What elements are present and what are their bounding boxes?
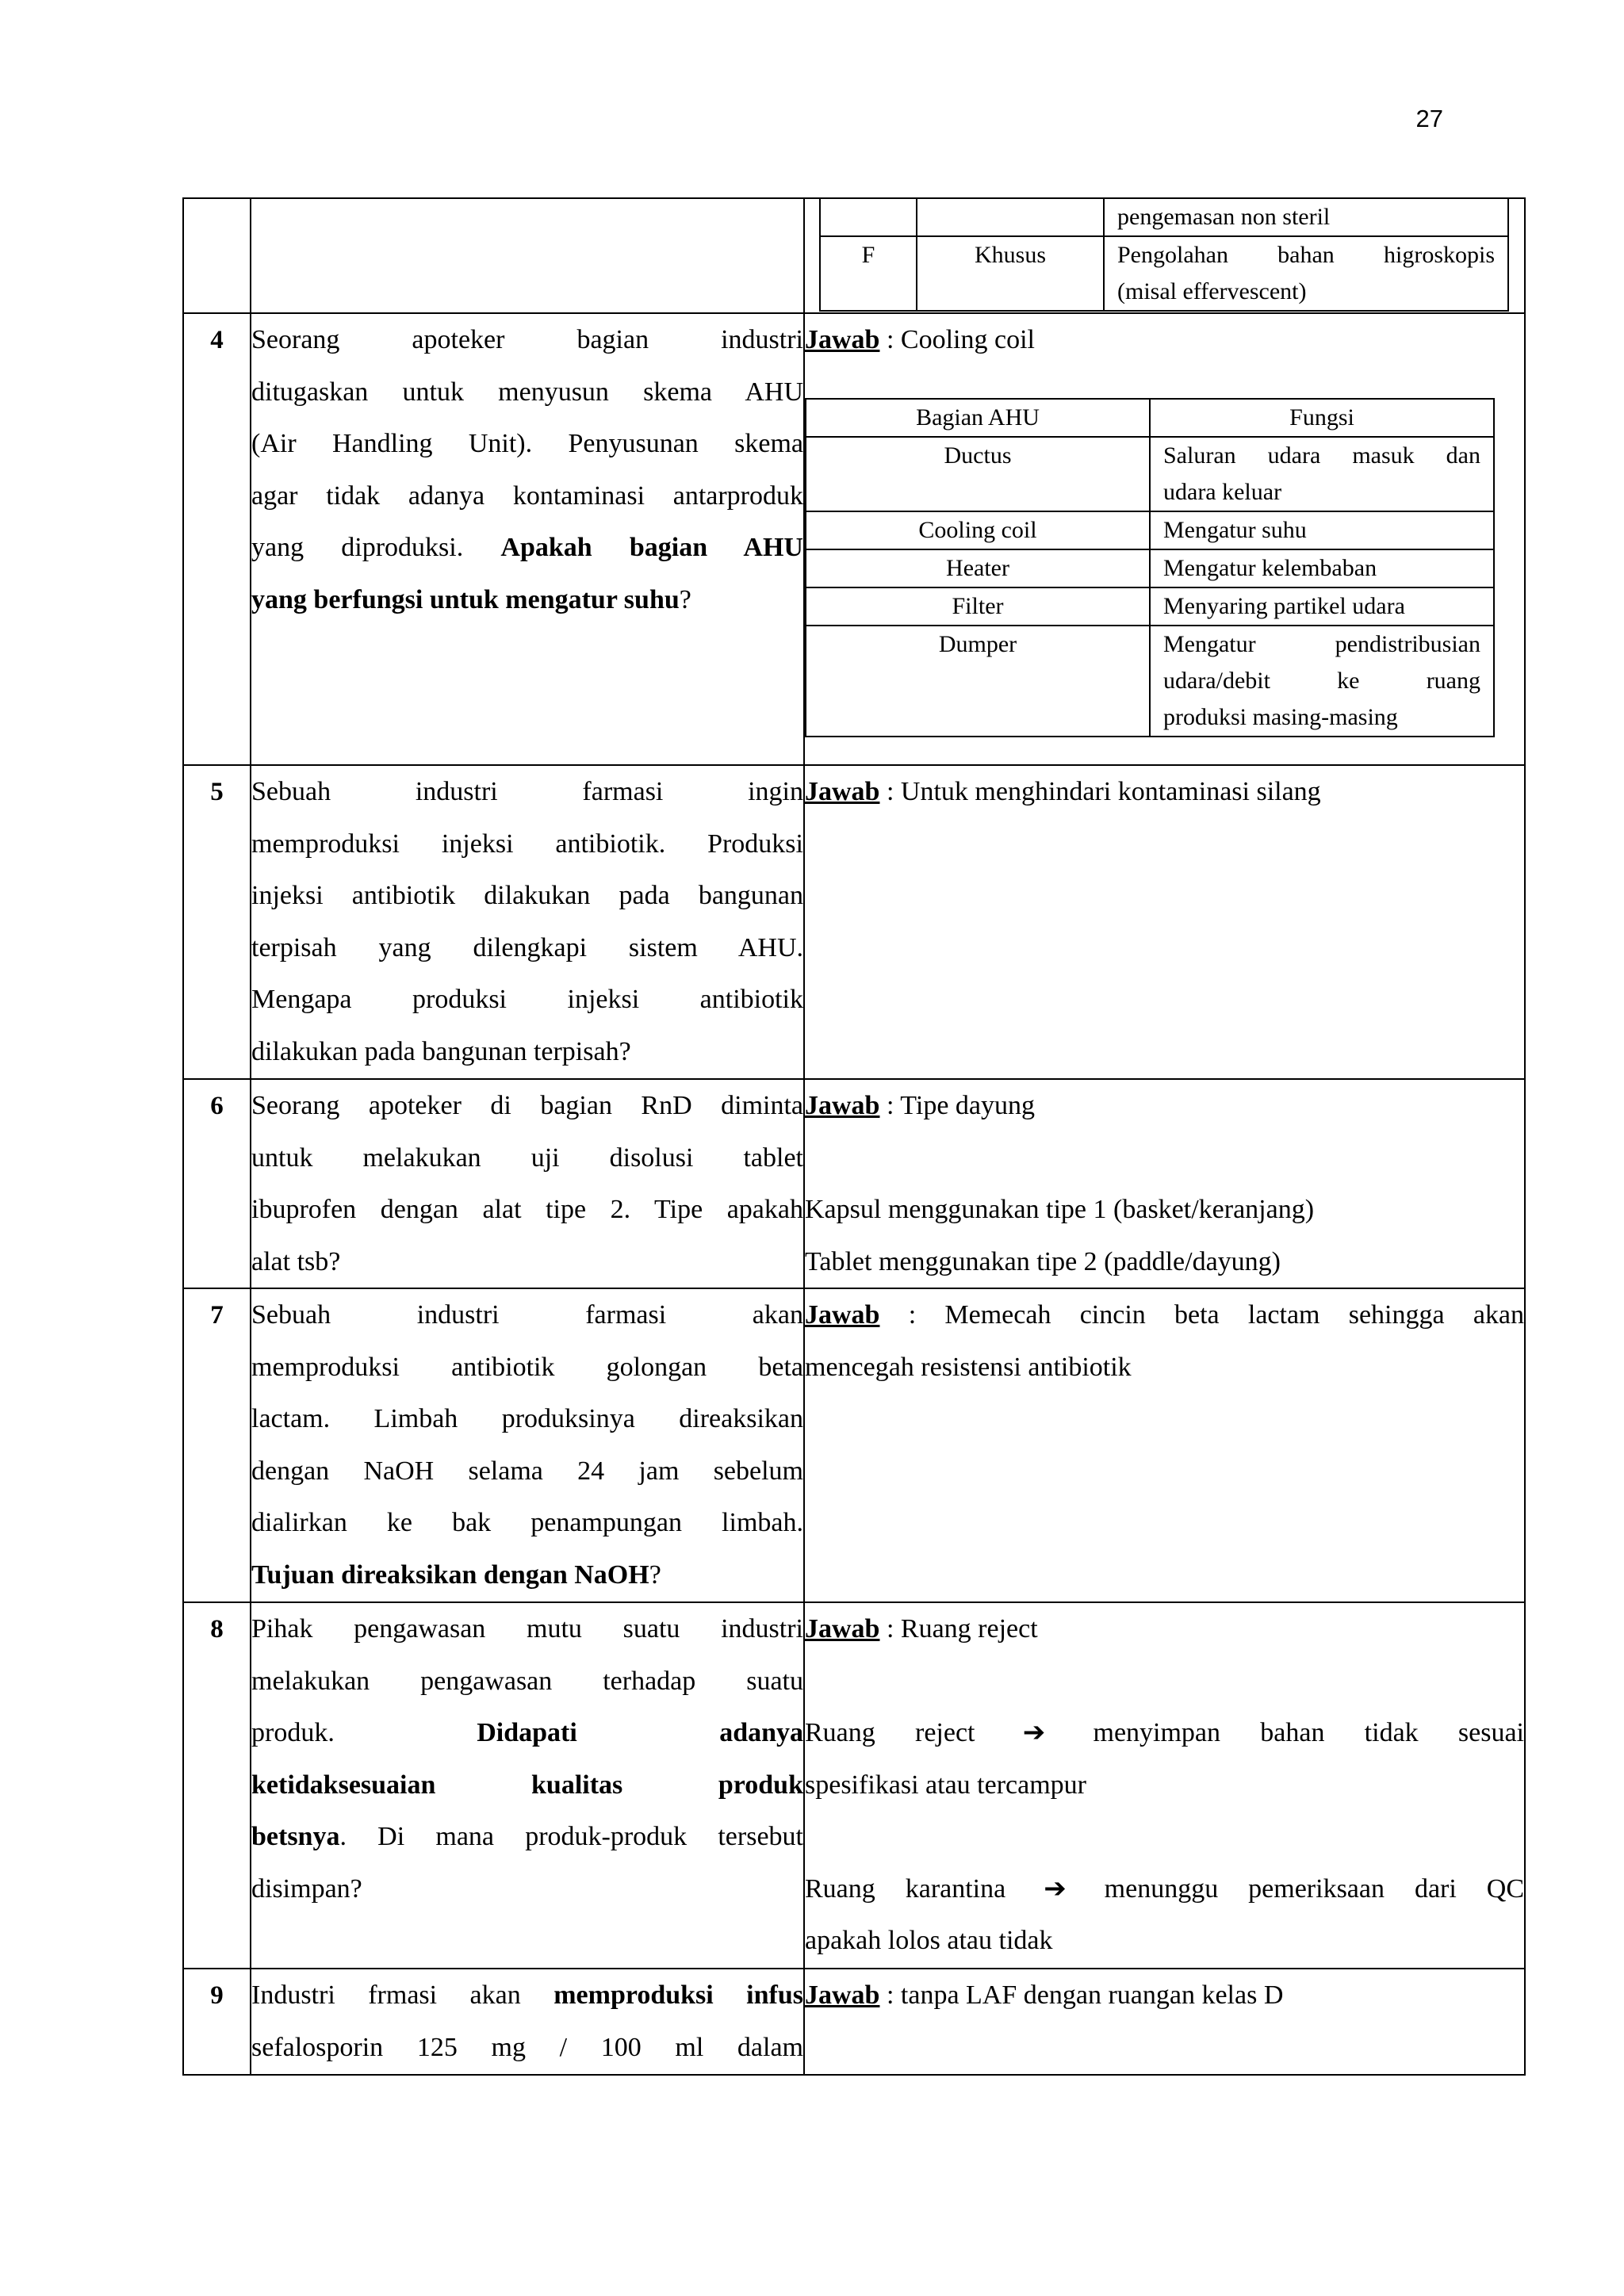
question-line xyxy=(251,1759,803,1812)
blank-line xyxy=(805,1811,1524,1863)
answer-text: : Ruang reject xyxy=(886,1614,1038,1644)
answer-cell xyxy=(804,1079,1525,1288)
table-cell: Heater xyxy=(806,549,1150,587)
table-cell xyxy=(820,198,917,236)
row-number: 6 xyxy=(183,1079,251,1288)
question-line: Mengapa produksi injeksi antibiotik xyxy=(251,985,803,1014)
table-row xyxy=(806,549,1494,587)
row-number: 5 xyxy=(183,765,251,1079)
question-line xyxy=(251,522,803,574)
page-number: 27 xyxy=(1415,105,1443,132)
table-row xyxy=(183,1288,1525,1602)
question-line: memproduksi injeksi antibiotik. Produksi xyxy=(251,828,803,859)
row-number: 4 xyxy=(183,313,251,765)
table-header-row xyxy=(806,399,1494,437)
header-cell: Bagian AHU xyxy=(806,399,1150,437)
table-row xyxy=(183,1602,1525,1969)
jawab-label: Jawab xyxy=(805,1614,880,1644)
jawab-label: Jawab xyxy=(805,1980,880,2010)
cell-line: Pengolahan bahan higroskopis xyxy=(1117,242,1495,268)
cell-line: udara/debit ke ruang xyxy=(1163,667,1480,694)
arrow-right-icon: ➔ xyxy=(1022,1716,1046,1748)
question-line xyxy=(251,1549,803,1601)
answer-cell xyxy=(804,198,1525,313)
arrow-right-icon: ➔ xyxy=(1044,1872,1067,1904)
question-line: alat tsb? xyxy=(251,1246,341,1276)
question-cell xyxy=(251,313,804,765)
question-text: ? xyxy=(649,1559,661,1590)
table-cell xyxy=(917,198,1104,236)
answer-cell xyxy=(804,765,1525,1079)
table-cell xyxy=(1104,236,1508,311)
question-emphasis: yang berfungsi untuk mengatur suhu xyxy=(251,584,680,614)
question-line: ibuprofen dengan alat tipe 2. Tipe apakah xyxy=(251,1195,803,1224)
blank-line xyxy=(805,1132,1524,1184)
question-text: produk. xyxy=(251,1718,335,1747)
qa-table xyxy=(182,197,1526,2076)
cell-line: Saluran udara masuk dan xyxy=(1163,442,1480,469)
question-cell xyxy=(251,1288,804,1602)
question-line: agar tidak adanya kontaminasi antarproduk xyxy=(251,480,803,511)
answer-line: apakah lolos atau tidak xyxy=(805,1926,1053,1955)
question-emphasis: ketidaksesuaian kualitas produk xyxy=(251,1770,803,1800)
blank-line xyxy=(805,1655,1524,1708)
answer-text: Ruang karantina xyxy=(805,1873,1006,1904)
class-table-continuation xyxy=(819,197,1509,312)
table-cell xyxy=(1150,626,1494,737)
header-cell: Fungsi xyxy=(1150,399,1494,437)
table-cell: Menyaring partikel udara xyxy=(1150,587,1494,626)
question-line: terpisah yang dilengkapi sistem AHU. xyxy=(251,932,803,962)
question-cell xyxy=(251,1079,804,1288)
table-cell: Cooling coil xyxy=(806,511,1150,549)
number-cell xyxy=(183,198,251,313)
jawab-label: Jawab xyxy=(805,777,880,806)
question-line xyxy=(251,1811,803,1863)
answer-text: menunggu pemeriksaan dari QC xyxy=(1104,1873,1525,1904)
question-emphasis: memproduksi infus xyxy=(553,1980,804,2010)
table-row xyxy=(183,765,1525,1079)
answer-cell xyxy=(804,1288,1525,1602)
answer-line xyxy=(805,1707,1524,1759)
table-cell: Dumper xyxy=(806,626,1150,737)
answer-text: Ruang reject xyxy=(805,1718,975,1747)
answer-cell xyxy=(804,1969,1525,2075)
answer-line: mencegah resistensi antibiotik xyxy=(805,1352,1132,1382)
question-line: lactam. Limbah produksinya direaksikan xyxy=(251,1404,803,1433)
answer-text: menyimpan bahan tidak sesuai xyxy=(1093,1718,1525,1747)
question-line: dengan NaOH selama 24 jam sebelum xyxy=(251,1456,803,1486)
question-line: dilakukan pada bangunan terpisah? xyxy=(251,1036,631,1066)
question-cell xyxy=(251,198,804,313)
answer-line: Kapsul menggunakan tipe 1 (basket/keranjang) xyxy=(805,1195,1315,1224)
cell-line: (misal effervescent) xyxy=(1117,278,1307,304)
answer-line xyxy=(805,314,1524,366)
table-cell: Ductus xyxy=(806,437,1150,511)
question-line: Sebuah industri farmasi akan xyxy=(251,1300,803,1330)
question-text: . Di mana produk-produk tersebut xyxy=(339,1822,803,1851)
table-cell: F xyxy=(820,236,917,311)
row-number: 9 xyxy=(183,1969,251,2075)
table-cell: pengemasan non steril xyxy=(1104,198,1508,236)
cell-line: Mengatur pendistribusian xyxy=(1163,630,1480,657)
question-line: ditugaskan untuk menyusun skema AHU xyxy=(251,377,803,407)
table-row xyxy=(806,626,1494,737)
table-cell: Mengatur kelembaban xyxy=(1150,549,1494,587)
answer-line xyxy=(805,1863,1524,1915)
question-line xyxy=(251,1707,803,1759)
question-line: melakukan pengawasan terhadap suatu xyxy=(251,1666,803,1696)
question-line: sefalosporin 125 mg / 100 ml dalam xyxy=(251,2032,803,2062)
answer-line xyxy=(805,1969,1524,2022)
question-line: memproduksi antibiotik golongan beta xyxy=(251,1352,803,1382)
answer-line xyxy=(805,1080,1524,1132)
answer-text: : Untuk menghindari kontaminasi silang xyxy=(886,777,1321,806)
table-cell xyxy=(1150,437,1494,511)
jawab-label: Jawab xyxy=(805,325,880,354)
table-row xyxy=(183,1079,1525,1288)
question-text: Industri frmasi akan xyxy=(251,1980,521,2010)
answer-line: Tablet menggunakan tipe 2 (paddle/dayung) xyxy=(805,1246,1281,1276)
answer-text: : Memecah cincin beta lactam sehingga akan xyxy=(908,1300,1525,1330)
question-text: ? xyxy=(679,584,691,614)
question-emphasis: Didapati adanya xyxy=(477,1718,804,1747)
question-line: Pihak pengawasan mutu suatu industri xyxy=(251,1614,803,1644)
question-line: Seorang apoteker di bagian RnD diminta xyxy=(251,1091,803,1120)
row-number: 8 xyxy=(183,1602,251,1969)
answer-cell xyxy=(804,1602,1525,1969)
table-row xyxy=(820,198,1508,236)
table-cell: Filter xyxy=(806,587,1150,626)
question-cell xyxy=(251,765,804,1079)
answer-cell xyxy=(804,313,1525,765)
question-cell xyxy=(251,1602,804,1969)
answer-text: : Cooling coil xyxy=(886,325,1035,354)
question-cell xyxy=(251,1969,804,2075)
table-row xyxy=(183,1969,1525,2075)
question-emphasis: Apakah bagian AHU xyxy=(500,533,803,562)
ahu-table xyxy=(805,398,1495,737)
table-row xyxy=(806,587,1494,626)
question-line xyxy=(251,574,803,626)
table-cell: Mengatur suhu xyxy=(1150,511,1494,549)
question-line: untuk melakukan uji disolusi tablet xyxy=(251,1142,803,1173)
question-line: dialirkan ke bak penampungan limbah. xyxy=(251,1508,803,1537)
answer-line: spesifikasi atau tercampur xyxy=(805,1770,1086,1800)
answer-line xyxy=(805,1289,1524,1341)
table-row xyxy=(183,313,1525,765)
question-line: disimpan? xyxy=(251,1873,362,1904)
answer-text: : Tipe dayung xyxy=(886,1091,1036,1120)
question-line: (Air Handling Unit). Penyusunan skema xyxy=(251,429,803,458)
table-cell: Khusus xyxy=(917,236,1104,311)
table-row xyxy=(806,511,1494,549)
answer-line xyxy=(805,766,1524,818)
jawab-label: Jawab xyxy=(805,1300,880,1330)
answer-text: : tanpa LAF dengan ruangan kelas D xyxy=(886,1980,1284,2010)
answer-line xyxy=(805,1603,1524,1655)
jawab-label: Jawab xyxy=(805,1091,880,1120)
cell-line: udara keluar xyxy=(1163,478,1282,505)
question-line: Seorang apoteker bagian industri xyxy=(251,325,803,354)
table-row xyxy=(183,198,1525,313)
question-line: Sebuah industri farmasi ingin xyxy=(251,777,803,806)
question-emphasis: betsnya xyxy=(251,1822,340,1851)
table-row xyxy=(820,236,1508,311)
question-emphasis: Tujuan direaksikan dengan NaOH xyxy=(251,1559,649,1590)
row-number: 7 xyxy=(183,1288,251,1602)
question-line: injeksi antibiotik dilakukan pada bangunan xyxy=(251,881,803,910)
table-row xyxy=(806,437,1494,511)
cell-line: produksi masing-masing xyxy=(1163,703,1398,730)
question-line xyxy=(251,1969,803,2022)
question-text: yang diproduksi. xyxy=(251,533,464,562)
